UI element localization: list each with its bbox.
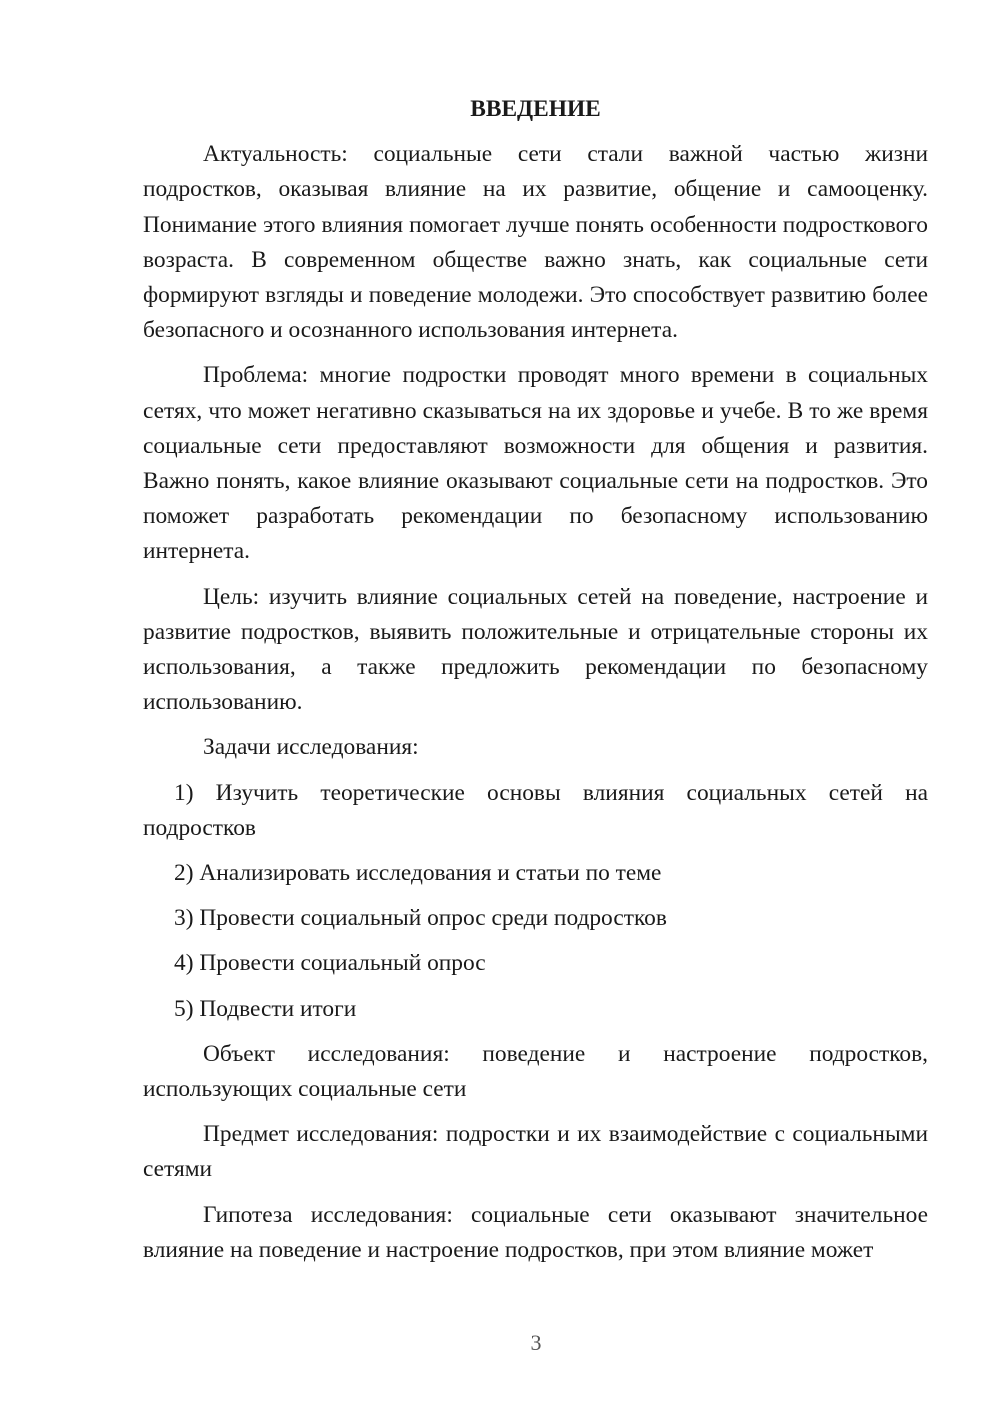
paragraph-relevance: Актуальность: социальные сети стали важной частью жизни подростков, оказывая влияние на их развитие, общение и самооценку. Понимание этого влияния помогает лучше понять особенности подросткового возраста. В современном обществе важно знать, как социальные сети формируют взгляды и поведение молодежи. Это способствует развитию более безопасного и осознанного использования интернета. <box>143 141 928 344</box>
paragraph-problem: Проблема: многие подростки проводят много времени в социальных сетях, что может негативно сказываться на их здоровье и учебе. В то же время социальные сети предоставляют возможности для общения и развития. Важно понять, какое влияние оказывают социальные сети на подростков. Это поможет разработать рекомендации по безопасному использованию интернета. <box>143 362 928 565</box>
tasks-list <box>143 776 928 1027</box>
paragraph-hypothesis: Гипотеза исследования: социальные сети оказывают значительное влияние на поведение и настроение подростков, при этом влияние может <box>143 1201 928 1263</box>
paragraph-subject: Предмет исследования: подростки и их взаимодействие с социальными сетями <box>143 1121 928 1183</box>
list-item: 3) Провести социальный опрос среди подростков <box>174 905 667 932</box>
list-item: 5) Подвести итоги <box>174 995 357 1022</box>
list-item: 1) Изучить теоретические основы влияния социальных сетей на подростков <box>143 779 928 841</box>
paragraph-object: Объект исследования: поведение и настроение подростков, использующих социальные сети <box>143 1040 928 1103</box>
page-number: 3 <box>530 1330 542 1355</box>
list-item: 4) Провести социальный опрос <box>174 950 486 977</box>
tasks-heading: Задачи исследования: <box>203 734 419 761</box>
document-body <box>143 92 928 1278</box>
section-title: ВВЕДЕНИЕ <box>470 96 601 122</box>
list-item: 2) Анализировать исследования и статьи по теме <box>174 860 662 887</box>
paragraph-goal: Цель: изучить влияние социальных сетей на поведение, настроение и развитие подростков, выявить положительные и отрицательные стороны их использования, а также предложить рекомендации по безопасному использованию. <box>143 583 928 716</box>
